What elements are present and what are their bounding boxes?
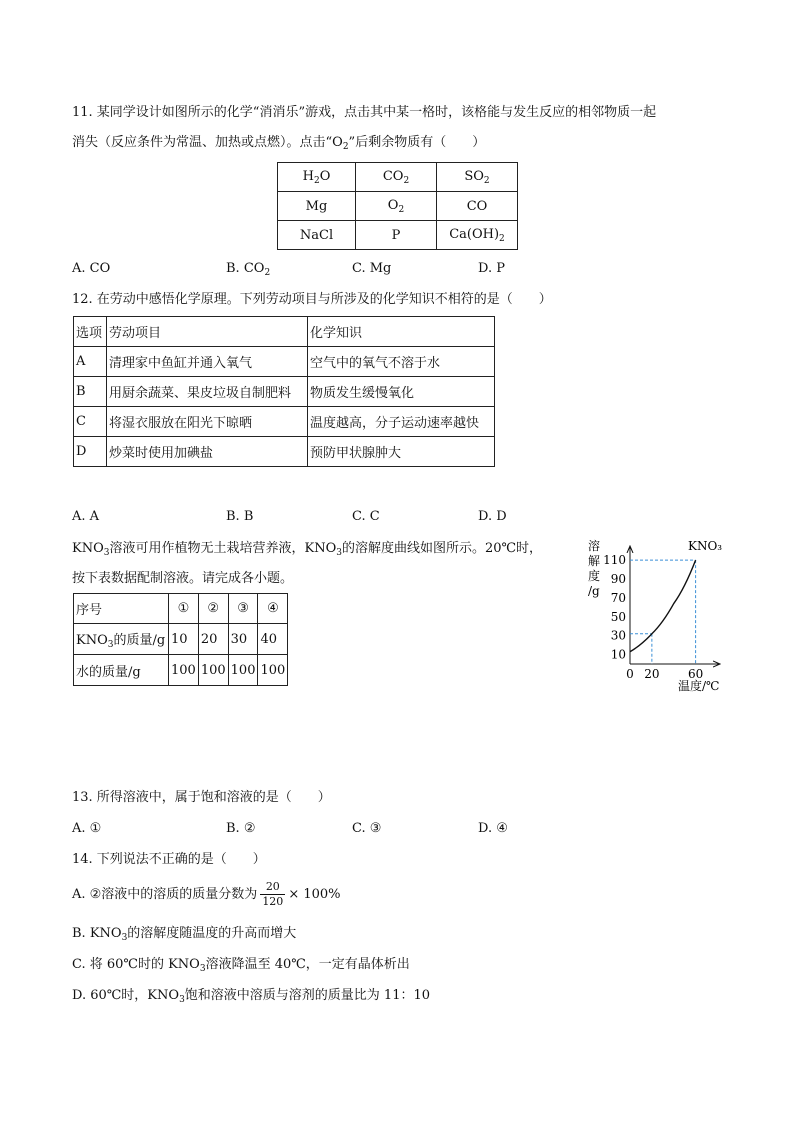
table-cell: 40 [258, 624, 288, 655]
context-line2: 按下表数据配制溶液。请完成各小题。 [72, 571, 294, 586]
q13-option-a[interactable]: A. ① [72, 821, 102, 836]
table-cell: 温度越高，分子运动速率越快 [308, 407, 495, 437]
grid-cell-caoh2: $Ca(OH)_2$ [437, 221, 518, 250]
table-cell: 预防甲状腺肿大 [308, 437, 495, 467]
table-cell: 10 [169, 624, 199, 655]
header-cell: ② [198, 594, 228, 624]
x-tick-label: 0 [626, 667, 634, 681]
q11-option-b[interactable]: B. $CO_2$ [226, 261, 271, 278]
header-cell: ④ [258, 594, 288, 624]
q14-option-a[interactable]: A. ②溶液中的溶质的质量分数为 $\frac{20}{120}$ × 100% [72, 880, 341, 908]
grid-cell-co: CO [437, 192, 518, 221]
q12-header-labor: 劳动项目 [107, 317, 308, 347]
table-cell: D [74, 437, 107, 467]
grid-cell-o2: $O_2$ [356, 192, 437, 221]
q11-option-d[interactable]: D. P [478, 261, 505, 276]
table-row [74, 407, 495, 437]
grid-cell-p: P [356, 221, 437, 250]
table-cell: 空气中的氧气不溶于水 [308, 347, 495, 377]
grid-cell-nacl: NaCl [278, 221, 356, 250]
q13-option-b[interactable]: B. ② [226, 821, 256, 836]
q11-grid [277, 162, 518, 250]
table-cell: 100 [228, 655, 258, 686]
y-axis-label-char: 溶 [588, 539, 601, 553]
table-cell: 将湿衣服放在阳光下晾晒 [107, 407, 308, 437]
table-cell: 炒菜时使用加碘盐 [107, 437, 308, 467]
q12-table [73, 316, 495, 467]
q12-header-option: 选项 [74, 317, 107, 347]
table-cell: B [74, 377, 107, 407]
grid-cell-co2: $CO_2$ [356, 163, 437, 192]
y-tick-label: 90 [610, 572, 626, 587]
y-tick-label: 30 [610, 628, 626, 643]
q12-option-b[interactable]: B. B [226, 509, 254, 524]
q13-option-c[interactable]: C. ③ [352, 821, 382, 836]
table-row [74, 377, 495, 407]
fraction: $\frac{20}{120}$ [262, 880, 284, 908]
table-cell: 用厨余蔬菜、果皮垃圾自制肥料 [107, 377, 308, 407]
grid-cell-mg: Mg [278, 192, 356, 221]
y-axis-label-char: 度 [588, 569, 601, 583]
q11-stem-line1: 11. 某同学设计如图所示的化学“消消乐”游戏，点击其中某一格时，该格能与发生反应的相邻物质一起 [72, 105, 657, 120]
table-row [74, 655, 288, 686]
q13-option-d[interactable]: D. ④ [478, 821, 508, 836]
table-cell: A [74, 347, 107, 377]
y-axis-label [588, 538, 600, 598]
context-line1: $KNO_3$溶液可用作植物无土栽培营养液，$KNO_3$的溶解度曲线如图所示。20℃时， [72, 541, 543, 558]
header-cell: ③ [228, 594, 258, 624]
table-cell: 清理家中鱼缸并通入氧气 [107, 347, 308, 377]
y-axis-label-char: 解 [588, 554, 601, 568]
header-cell: ① [169, 594, 199, 624]
x-tick-label: 60 [687, 667, 704, 681]
kno3-prep-table [73, 593, 288, 686]
q12-option-a[interactable]: A. A [72, 509, 100, 524]
curve-label: KNO₃ [688, 539, 723, 553]
grid-cell-so2: $SO_2$ [437, 163, 518, 192]
kno3-solubility-curve [630, 560, 696, 652]
table-cell: 100 [258, 655, 288, 686]
table-row [74, 347, 495, 377]
table-cell: 100 [169, 655, 199, 686]
q12-option-c[interactable]: C. C [352, 509, 380, 524]
table-cell: 30 [228, 624, 258, 655]
table-cell: 20 [198, 624, 228, 655]
row-label-kno3-mass: $KNO_3$的质量/g [74, 624, 169, 655]
header-index: 序号 [74, 594, 169, 624]
y-tick-label: 110 [603, 553, 626, 568]
q14-option-c[interactable]: C. 将 60℃时的 $KNO_3$溶液降温至 40℃，一定有晶体析出 [72, 957, 410, 974]
y-tick-label: 10 [610, 647, 626, 662]
q14-stem: 14. 下列说法不正确的是（ ） [72, 852, 266, 867]
x-tick-label: 20 [644, 667, 660, 681]
y-axis-label-char: /g [588, 584, 600, 598]
y-tick-label: 50 [610, 609, 626, 624]
q14-option-d[interactable]: D. 60℃时，$KNO_3$饱和溶液中溶质与溶剂的质量比为 11：10 [72, 988, 431, 1005]
x-axis-label: 温度/℃ [678, 679, 720, 693]
q13-stem: 13. 所得溶液中，属于饱和溶液的是（ ） [72, 790, 331, 805]
q12-header-knowledge: 化学知识 [308, 317, 495, 347]
q11-option-a[interactable]: A. CO [72, 261, 111, 276]
row-label-water-mass: 水的质量/g [74, 655, 169, 686]
grid-cell-h2o: $H_2O$ [278, 163, 356, 192]
q14-option-b[interactable]: B. $KNO_3$的溶解度随温度的升高而增大 [72, 926, 297, 943]
table-cell: C [74, 407, 107, 437]
q11-option-c[interactable]: C. Mg [352, 261, 392, 276]
table-row [74, 624, 288, 655]
table-cell: 100 [198, 655, 228, 686]
table-cell: 物质发生缓慢氧化 [308, 377, 495, 407]
table-row [74, 437, 495, 467]
q12-option-d[interactable]: D. D [478, 509, 507, 524]
q12-stem: 12. 在劳动中感悟化学原理。下列劳动项目与所涉及的化学知识不相符的是（ ） [72, 292, 552, 307]
solubility-chart [580, 530, 730, 700]
y-tick-label: 70 [610, 590, 626, 605]
q11-stem-line2: 消失（反应条件为常温、加热或点燃）。点击“$O_2$”后剩余物质有（ ） [72, 135, 486, 152]
